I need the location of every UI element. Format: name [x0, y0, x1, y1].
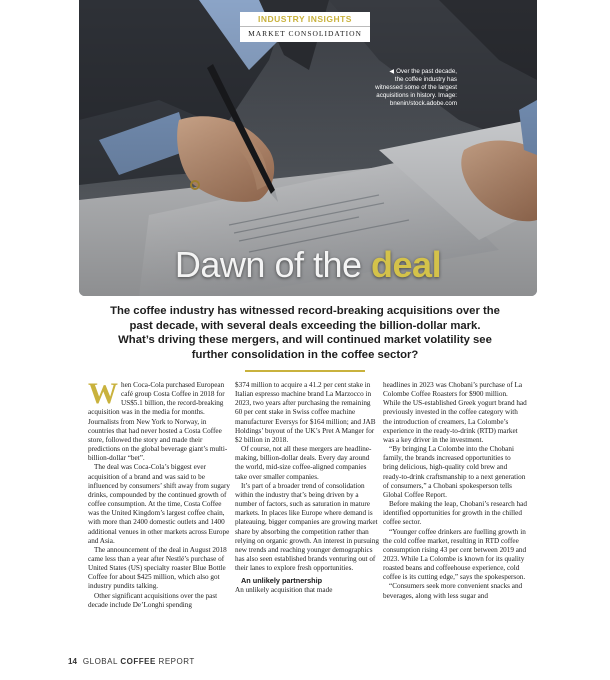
subheading: An unlikely partnership: [241, 576, 323, 586]
caption-arrow-icon: ◀: [389, 68, 395, 75]
publication-name-bold: COFFEE: [120, 657, 156, 666]
page-footer: [68, 657, 195, 666]
paragraph: The announcement of the deal in August 2018 came less than a year after Nestlé’s purchase of United States (US) specialty roaster Blue Bottle Coffee for about $425 million, which also got industry pundits talking.: [88, 545, 227, 591]
publication-name-end: REPORT: [155, 657, 195, 666]
section-badge: [240, 12, 370, 42]
hero-image: [79, 0, 537, 296]
topic-label: MARKET CONSOLIDATION: [240, 26, 370, 40]
article-headline: Dawn of the deal: [174, 244, 442, 285]
paragraph: “By bringing La Colombe into the Chobani family, the brands increased opportunities to bring delicious, high-quality cold brew and ready-to-drink craftsmanship to a next generation of consumers,” a Chobani spokesperson tells Global Coffee Report.: [383, 445, 526, 499]
paragraph: “Consumers seek more convenient snacks and beverages, along with less sugar and: [383, 582, 523, 600]
body-column-3: [383, 381, 527, 601]
paragraph: An unlikely acquisition that made: [235, 586, 333, 595]
photo-caption: ◀ Over the past decade, the coffee industry has witnessed some of the largest acquisitions in history. Image: bnenin/stock.adobe.com: [375, 68, 457, 107]
paragraph: $374 million to acquire a 41.2 per cent stake in Italian espresso machine brand La Marzocco in 2023, two years after purchasing the remaining 60 per cent stake in Swiss coffee machine manufacturer Eversys for $164 million; and JAB Holdings’ buyout of the UK’s Pret A Manger for $2 billion in 2018.: [235, 381, 376, 444]
paragraph: The deal was Coca-Cola’s biggest ever acquisition of a brand and was said to be influenced by consumers’ shift away from sugary drinks, compounded by the continued growth of coffee consumption. At the time, Costa Coffee was the United Kingdom’s largest coffee chain, with more than 2400 domestic outlets and 1400 additional venues in other markets across Europe and Asia.: [88, 463, 230, 545]
paragraph: It’s part of a broader trend of consolidation within the industry that’s being driven by a number of factors, such as saturation in mature markets. In places like Europe where demand is plateauing, bigger companies are growing market share by absorbing the competition rather than relying on organic growth. An interest in pursuing new trends and reaching younger demographics has also seen established brands venturing out of their lanes to explore fresh opportunities.: [235, 481, 379, 573]
drop-cap: W: [88, 377, 118, 410]
page-number: 14: [68, 657, 77, 666]
paragraph: headlines in 2023 was Chobani’s purchase of La Colombe Coffee Roasters for $900 million. While the US-established Greek yogurt brand had previously invested in the coffee category with the introduction of creamers, La Colombe’s experience in the ready-to-drink (RTD) market was a key driver in the investment.: [383, 381, 527, 444]
paragraph: Of course, not all these mergers are headline-making, billion-dollar deals. Every day around the world, mid-size coffee-aligned companies take over smaller companies.: [235, 445, 372, 481]
body-column-2: [235, 381, 379, 595]
accent-rule: [245, 370, 365, 372]
paragraph: hen Coca-Cola purchased European café group Costa Coffee in 2018 for US$5.1 billion, the record-breaking acquisition was in the media for months. Journalists from New York to Norway, in countries that had never hosted a Costa Coffee store, followed the story and made their predictions on the global beverage giant’s multi-billion-dollar “bet”.: [88, 381, 228, 463]
paragraph: Other significant acquisitions over the past decade include De’Longhi spending: [88, 591, 218, 609]
paragraph: “Younger coffee drinkers are fuelling growth in the cold coffee market, resulting in RTD coffee consumption rising 43 per cent between 2019 and 2023. While La Colombe is known for its quality roasted beans and coffeehouse experience, cold coffee is its cutting edge,” says the spokesperson.: [383, 527, 527, 582]
standfirst: The coffee industry has witnessed record-breaking acquisitions over the past decade, with several deals exceeding the billion-dollar mark. What’s driving these mergers, and will continued market volatility see further consolidation in the coffee sector?: [110, 305, 500, 361]
section-label: INDUSTRY INSIGHTS: [240, 12, 370, 26]
paragraph: Before making the leap, Chobani’s research had identified opportunities for growth in the chilled coffee sector.: [383, 500, 527, 527]
publication-name: GLOBAL: [82, 657, 121, 666]
body-column-1: [88, 377, 232, 610]
headline-accent: deal: [371, 244, 442, 285]
